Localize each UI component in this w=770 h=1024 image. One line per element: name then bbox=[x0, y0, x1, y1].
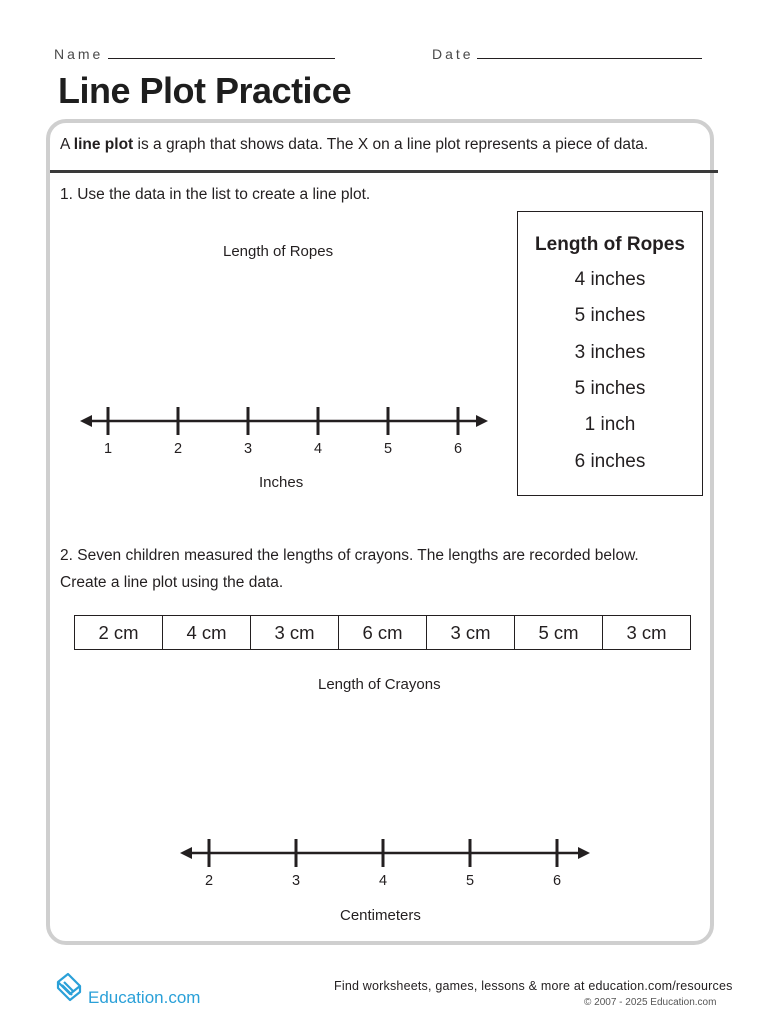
tick-label: 4 bbox=[378, 873, 388, 889]
intro-text bbox=[60, 136, 648, 154]
tick-label: 6 bbox=[552, 873, 562, 889]
ropes-item: 5 inches bbox=[574, 378, 646, 399]
question2-prompt-line1: 2. Seven children measured the lengths of crayons. The lengths are recorded below. bbox=[60, 547, 639, 564]
table-cell: 5 cm bbox=[515, 616, 603, 650]
brand-name[interactable]: Education.com bbox=[88, 988, 201, 1007]
ropes-item: 4 inches bbox=[574, 269, 646, 290]
ropes-plot-title: Length of Ropes bbox=[223, 243, 334, 260]
ropes-data-box bbox=[517, 211, 703, 496]
ropes-item: 1 inch bbox=[584, 414, 636, 435]
footer-copyright: © 2007 - 2025 Education.com bbox=[584, 997, 717, 1008]
intro-rest: is a graph that shows data. The X on a line plot represents a piece of data. bbox=[133, 136, 649, 153]
tick-label: 3 bbox=[291, 873, 301, 889]
crayons-number-line bbox=[170, 827, 600, 902]
section-divider bbox=[50, 170, 718, 173]
table-row bbox=[75, 616, 691, 650]
tick-label: 2 bbox=[204, 873, 214, 889]
name-label: Name bbox=[54, 46, 104, 62]
ropes-item: 6 inches bbox=[574, 451, 646, 472]
crayons-axis-label: Centimeters bbox=[340, 907, 421, 924]
tick-label: 2 bbox=[173, 441, 183, 457]
ropes-axis-label: Inches bbox=[259, 474, 304, 491]
left-arrow-icon bbox=[80, 415, 92, 427]
table-cell: 6 cm bbox=[339, 616, 427, 650]
table-cell: 3 cm bbox=[603, 616, 691, 650]
question2-prompt-line2: Create a line plot using the data. bbox=[60, 574, 284, 591]
tick-label: 6 bbox=[453, 441, 463, 457]
right-arrow-icon bbox=[578, 847, 590, 859]
question1-prompt: 1. Use the data in the list to create a line plot. bbox=[60, 186, 371, 203]
table-cell: 4 cm bbox=[163, 616, 251, 650]
ropes-item: 3 inches bbox=[574, 342, 646, 363]
footer-tagline[interactable]: Find worksheets, games, lessons & more at education.com/resources bbox=[334, 979, 733, 993]
table-cell: 2 cm bbox=[75, 616, 163, 650]
page-title: Line Plot Practice bbox=[58, 70, 352, 111]
ropes-number-line bbox=[70, 395, 500, 470]
crayons-plot-title: Length of Crayons bbox=[318, 676, 441, 693]
tick-label: 4 bbox=[313, 441, 323, 457]
tick-label: 3 bbox=[243, 441, 253, 457]
intro-prefix: A bbox=[60, 136, 74, 153]
date-label: Date bbox=[432, 46, 474, 62]
table-cell: 3 cm bbox=[251, 616, 339, 650]
ropes-item: 5 inches bbox=[574, 305, 646, 326]
table-cell: 3 cm bbox=[427, 616, 515, 650]
education-logo-icon bbox=[52, 970, 86, 1004]
tick-label: 1 bbox=[103, 441, 113, 457]
right-arrow-icon bbox=[476, 415, 488, 427]
date-field[interactable] bbox=[477, 58, 702, 59]
ropes-box-title: Length of Ropes bbox=[535, 234, 685, 255]
tick-label: 5 bbox=[465, 873, 475, 889]
intro-bold-term: line plot bbox=[73, 136, 134, 153]
left-arrow-icon bbox=[180, 847, 192, 859]
tick-label: 5 bbox=[383, 441, 393, 457]
crayon-data-table bbox=[74, 615, 691, 650]
name-field[interactable] bbox=[108, 58, 335, 59]
